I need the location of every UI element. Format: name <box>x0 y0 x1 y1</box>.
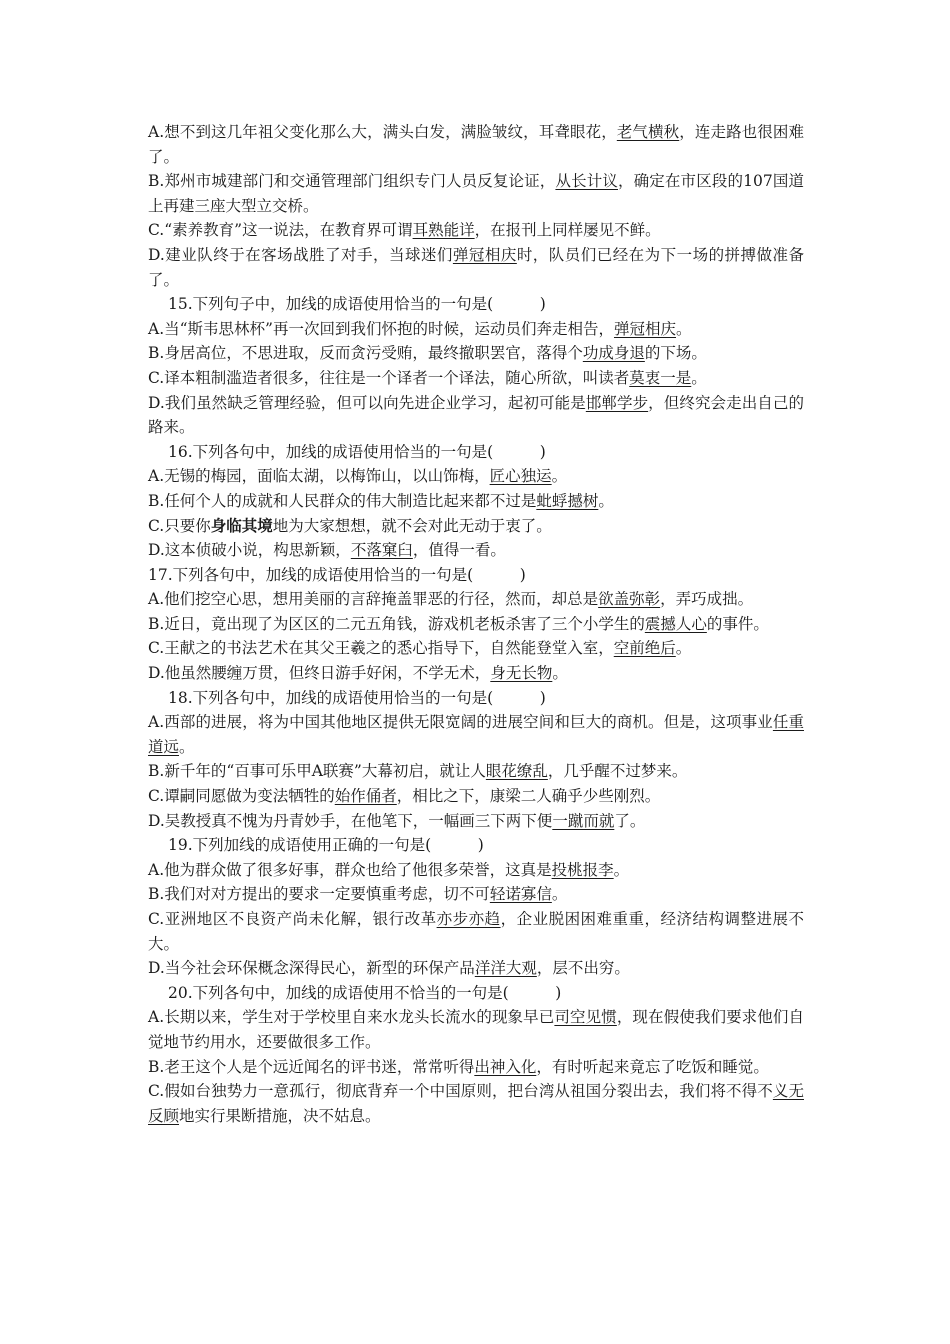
answer-option <box>148 784 804 809</box>
underlined-idiom: 不落窠臼 <box>350 541 413 560</box>
answer-option <box>148 169 804 218</box>
underlined-idiom: 义无反顾 <box>148 1082 804 1125</box>
answer-option <box>148 636 804 661</box>
answer-option <box>148 489 804 514</box>
option-text: A.当“斯韦思林杯”再一次回到我们怀抱的时候，运动员们奔走相告， <box>148 319 614 338</box>
underlined-idiom: 亦步亦趋 <box>436 910 501 928</box>
option-text: C.只要你 <box>148 516 211 535</box>
underlined-idiom: 蚍蜉撼树 <box>536 491 599 510</box>
answer-option <box>148 464 804 489</box>
option-text: B.新千年的“百事可乐甲A联赛”大幕初启，就让人 <box>148 762 486 781</box>
answer-option <box>148 759 804 784</box>
question-stem <box>148 833 804 858</box>
option-text: ，连走路也很困难了。 <box>148 123 804 166</box>
option-text: ，在报刊上同样屡见不鲜。 <box>474 221 661 240</box>
question-text: 18.下列各句中，加线的成语使用恰当的一句是( ) <box>168 688 546 707</box>
option-text: D.吴教授真不愧为丹青妙手，在他笔下，一幅画三下两下便 <box>148 811 553 830</box>
option-text: B.近日，竟出现了为区区的二元五角钱，游戏机老板杀害了三个小学生的 <box>148 614 645 633</box>
option-text: C.王献之的书法艺术在其父王羲之的悉心指导下，自然能登堂入室， <box>148 639 614 658</box>
underlined-idiom: 匠心独运 <box>489 467 552 486</box>
option-text: D.当今社会环保概念深得民心，新型的环保产品 <box>148 959 475 978</box>
option-text: 。 <box>613 860 630 879</box>
question-stem <box>148 686 804 711</box>
option-text: C.译本粗制滥造者很多，往往是一个译者一个译法，随心所欲，叫读者 <box>148 368 630 387</box>
option-text: A.他为群众做了很多好事，群众也给了他很多荣誉，这真是 <box>148 860 552 879</box>
option-text: A.长期以来，学生对于学校里自来水龙头长流水的现象早已 <box>148 1008 555 1027</box>
option-text: D.建业队终于在客场战胜了对手，当球迷们 <box>148 245 453 264</box>
option-text: C.“素养教育”这一说法，在教育界可谓 <box>148 221 413 240</box>
underlined-idiom: 司空见惯 <box>554 1008 617 1027</box>
answer-option <box>148 587 804 612</box>
option-text: C.谭嗣同愿做为变法牺牲的 <box>148 787 335 806</box>
answer-option <box>148 858 804 883</box>
option-text: 时，队员们已经在为下一场的拼搏做准备了。 <box>148 245 804 289</box>
bold-idiom: 身临其境 <box>210 515 273 535</box>
option-text: ，现在假使我们要求他们自觉地节约用水，还要做很多工作。 <box>148 1008 804 1051</box>
question-stem <box>148 563 804 588</box>
option-text: ，弄巧成拙。 <box>660 590 754 609</box>
answer-option <box>148 907 804 956</box>
answer-option <box>148 243 804 292</box>
option-text: A.无锡的梅园，面临太湖，以梅饰山，以山饰梅， <box>148 467 490 486</box>
underlined-idiom: 邯郸学步 <box>585 393 649 412</box>
answer-option <box>148 514 804 539</box>
question-text: 20.下列各句中，加线的成语使用不恰当的一句是( ) <box>168 983 562 1002</box>
answer-option <box>148 612 804 637</box>
underlined-idiom: 莫衷一是 <box>629 368 692 387</box>
option-text: 地为大家想想，就不会对此无动于衷了。 <box>272 516 552 535</box>
option-text: ，值得一看。 <box>412 541 506 560</box>
option-text: B.老王这个人是个远近闻名的评书迷，常常听得 <box>148 1057 475 1076</box>
underlined-idiom: 身无长物 <box>490 664 553 683</box>
option-text: 。 <box>552 664 568 683</box>
option-text: 。 <box>551 467 568 486</box>
underlined-idiom: 眼花缭乱 <box>485 762 548 781</box>
option-text: ，但终究会走出自己的路来。 <box>148 393 804 437</box>
underlined-idiom: 弹冠相庆 <box>452 245 517 264</box>
underlined-idiom: 始作俑者 <box>334 787 397 806</box>
option-text: ，几乎醒不过梦来。 <box>547 762 688 781</box>
answer-option <box>148 317 804 342</box>
answer-option <box>148 882 804 907</box>
option-text: ，有时听起来竟忘了吃饭和睡觉。 <box>536 1057 769 1076</box>
question-text: 17.下列各句中，加线的成语使用恰当的一句是( ) <box>148 565 526 584</box>
underlined-idiom: 轻诺寡信 <box>489 885 552 904</box>
answer-option <box>148 120 804 169</box>
document-page <box>148 120 804 1128</box>
option-text: 。 <box>551 885 568 904</box>
option-text: B.我们对对方提出的要求一定要慎重考虑，切不可 <box>148 885 490 904</box>
answer-option <box>148 809 804 834</box>
option-text: D.我们虽然缺乏管理经验，但可以向先进企业学习，起初可能是 <box>148 393 586 412</box>
option-text: 。 <box>676 319 692 338</box>
option-text: C.假如台独势力一意孤行，彻底背弃一个中国原则，把台湾从祖国分裂出去，我们将不得不 <box>148 1082 773 1101</box>
option-text: ，层不出穷。 <box>536 959 630 978</box>
option-text: ，企业脱困困难重重，经济结构调整进展不大。 <box>148 910 804 953</box>
option-text: 的事件。 <box>706 614 769 633</box>
option-text: ，确定在市区段的107国道上再建三座大型立交桥。 <box>148 172 804 215</box>
answer-option <box>148 1079 804 1128</box>
option-text: 了。 <box>614 811 646 830</box>
option-text: 。 <box>691 368 707 387</box>
answer-option <box>148 956 804 981</box>
question-text: 16.下列各句中，加线的成语使用恰当的一句是( ) <box>168 442 546 461</box>
underlined-idiom: 耳熟能详 <box>412 221 475 240</box>
question-stem <box>148 981 804 1006</box>
underlined-idiom: 一蹴而就 <box>552 811 615 830</box>
answer-option <box>148 1055 804 1080</box>
underlined-idiom: 功成身退 <box>582 344 645 363</box>
option-text: C.亚洲地区不良资产尚未化解，银行改革 <box>148 910 437 928</box>
answer-option <box>148 218 804 243</box>
underlined-idiom: 弹冠相庆 <box>613 319 676 338</box>
question-text: 15.下列句子中，加线的成语使用恰当的一句是( ) <box>168 295 546 314</box>
option-text: A.西部的进展，将为中国其他地区提供无限宽阔的进展空间和巨大的商机。但是，这项事业 <box>148 713 773 732</box>
underlined-idiom: 任重道远 <box>148 713 804 756</box>
underlined-idiom: 欲盖弥彰 <box>598 590 661 609</box>
question-stem <box>148 440 804 465</box>
answer-option <box>148 341 804 366</box>
underlined-idiom: 投桃报李 <box>551 860 614 879</box>
answer-option <box>148 710 804 759</box>
option-text: 的下场。 <box>644 344 707 363</box>
underlined-idiom: 出神入化 <box>474 1057 537 1076</box>
option-text: 。 <box>675 639 692 658</box>
answer-option <box>148 366 804 391</box>
option-text: B.郑州市城建部门和交通管理部门组织专门人员反复论证， <box>148 172 556 191</box>
option-text: A.他们挖空心思，想用美丽的言辞掩盖罪恶的行径，然而，却总是 <box>148 590 599 609</box>
question-stem <box>148 292 804 317</box>
question-text: 19.下列加线的成语使用正确的一句是( ) <box>168 836 484 855</box>
answer-option <box>148 391 804 440</box>
option-text: 。 <box>179 737 195 756</box>
answer-option <box>148 661 804 686</box>
option-text: A.想不到这几年祖父变化那么大，满头白发，满脸皱纹，耳聋眼花， <box>148 123 617 141</box>
underlined-idiom: 从长计议 <box>555 172 618 191</box>
option-text: 。 <box>598 491 614 510</box>
underlined-idiom: 空前绝后 <box>613 639 676 658</box>
underlined-idiom: 洋洋大观 <box>474 959 537 978</box>
underlined-idiom: 震撼人心 <box>644 614 707 633</box>
answer-option <box>148 538 804 563</box>
option-text: ，相比之下，康梁二人确乎少些刚烈。 <box>396 787 661 806</box>
option-text: B.身居高位，不思进取，反而贪污受贿，最终撤职罢官，落得个 <box>148 344 583 363</box>
option-text: B.任何个人的成就和人民群众的伟大制造比起来都不过是 <box>148 491 537 510</box>
option-text: 地实行果断措施，决不姑息。 <box>179 1106 381 1125</box>
option-text: D.这本侦破小说，构思新颖， <box>148 541 351 560</box>
answer-option <box>148 1005 804 1054</box>
option-text: D.他虽然腰缠万贯，但终日游手好闲，不学无术， <box>148 664 491 683</box>
underlined-idiom: 老气横秋 <box>616 123 680 141</box>
